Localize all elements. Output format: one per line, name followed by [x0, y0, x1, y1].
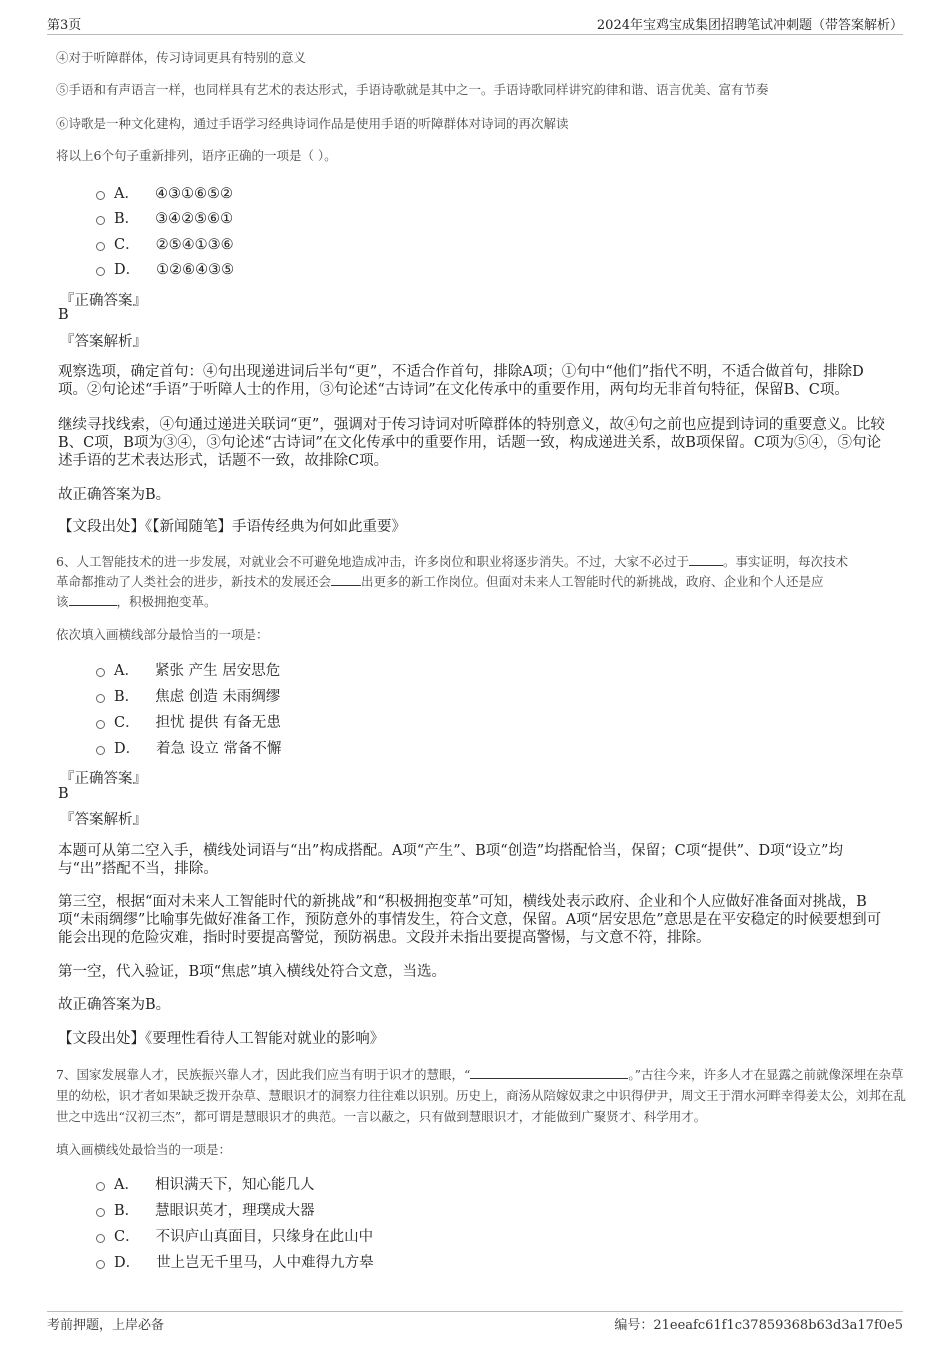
radio-icon[interactable] [96, 191, 105, 200]
page-footer [47, 1311, 903, 1332]
radio-icon[interactable] [96, 720, 105, 729]
q6-prompt: 依次填入画横线部分最恰当的一项是： [56, 627, 269, 642]
q7-option-c[interactable]: C． 不识庐山真面目，只缘身在此山中 [96, 1226, 373, 1248]
q7-option-a[interactable]: A． 相识满天下，知心能几人 [96, 1174, 314, 1196]
radio-icon[interactable] [96, 1182, 105, 1191]
q6-analysis-2: 第三空，根据“面对未来人工智能时代的新挑战”和“积极拥抱变革”可知，横线处表示政府、企业和个人应做好准备面对挑战，B项“未雨绸缪”比喻事先做好准备工作，预防意外的事情发生，符合文意，保留。A项“居安思危”意思是在平安稳定的时候要想到可能会出现的危险灾难，指时时要提高警觉，预防祸患。文段并未指出要提高警惕，与文意不符，排除。 [58, 894, 882, 946]
radio-icon[interactable] [96, 746, 105, 755]
radio-icon[interactable] [96, 694, 105, 703]
q5-analysis-label: 『答案解析』 [60, 334, 147, 350]
document-title: 2024年宝鸡宝成集团招聘笔试冲刺题（带答案解析） [596, 18, 903, 33]
q6-analysis-4: 故正确答案为B。 [58, 997, 171, 1013]
q6-analysis-3: 第一空，代入验证，B项“焦虑”填入横线处符合文意，当选。 [58, 964, 446, 980]
radio-icon[interactable] [96, 1234, 105, 1243]
q5-answer: B [58, 307, 69, 323]
q5-option-d[interactable]: D． ①②⑥④③⑤ [96, 259, 234, 281]
q7-prompt: 填入画横线处最恰当的一项是： [56, 1142, 232, 1157]
blank-line [331, 573, 361, 586]
q5-source: 【文段出处】《【新闻随笔】手语传经典为何如此重要》 [58, 519, 406, 535]
page-number: 第3页 [47, 18, 82, 33]
q5-option-c[interactable]: C． ②⑤④①③⑥ [96, 234, 234, 256]
q5-analysis-3: 故正确答案为B。 [58, 487, 171, 503]
q5-prompt: 将以上6个句子重新排列，语序正确的一项是（ ）。 [56, 148, 337, 163]
blank-line [69, 593, 117, 606]
radio-icon[interactable] [96, 668, 105, 677]
q5-sentence-6: ⑥诗歌是一种文化建构，通过手语学习经典诗词作品是使用手语的听障群体对诗词的再次解读 [56, 116, 569, 131]
q6-option-d[interactable]: D． 着急 设立 常备不懈 [96, 738, 281, 760]
q7-option-d[interactable]: D． 世上岂无千里马，人中难得九方皋 [96, 1252, 374, 1274]
q7-stem: 7、国家发展靠人才，民族振兴靠人才，因此我们应当有明于识才的慧眼，“ 。”古往今来，许多人才在显露之前就像深埋在杂草里的幼松，识才者如果缺乏拨开杂草、慧眼识才的洞察力往往难以识别。历史上，商汤从陪嫁奴隶之中识得伊尹，周文王于渭水河畔幸得姜太公，刘邦在乱世之中选出“汉初三杰”，都可谓是慧眼识才的典范。一言以蔽之，只有做到慧眼识才，才能做到广聚贤才、科学用才。 [56, 1067, 907, 1124]
q5-analysis-1: 观察选项，确定首句：④句出现递进词后半句“更”，不适合作首句，排除A项；①句中“他们”指代不明，不适合做首句，排除D项。②句论述“手语”于听障人士的作用，③句论述“古诗词”在文化传承中的重要作用，两句均无非首句特征，保留B、C项。 [58, 364, 864, 398]
q6-option-b[interactable]: B． 焦虑 创造 未雨绸缪 [96, 686, 280, 708]
blank-line [470, 1066, 628, 1079]
q6-analysis-label: 『答案解析』 [60, 812, 147, 828]
footer-document-id: 编号：21eeafc61f1c37859368b63d3a17f0e5 [614, 1318, 903, 1333]
q5-answer-label: 『正确答案』 [60, 293, 147, 309]
q7-option-b[interactable]: B． 慧眼识英才，理璞成大器 [96, 1200, 315, 1222]
q6-source: 【文段出处】《要理性看待人工智能对就业的影响》 [58, 1031, 385, 1047]
page-header [47, 12, 903, 35]
q6-answer: B [58, 786, 69, 802]
radio-icon[interactable] [96, 1208, 105, 1217]
radio-icon[interactable] [96, 267, 105, 276]
radio-icon[interactable] [96, 242, 105, 251]
footer-slogan: 考前押题，上岸必备 [47, 1318, 165, 1333]
q6-option-c[interactable]: C． 担忧 提供 有备无患 [96, 712, 281, 734]
q6-stem: 6、人工智能技术的进一步发展，对就业会不可避免地造成冲击，许多岗位和职业将逐步消失。不过，大家不必过于 。事实证明，每次技术 革命都推动了人类社会的进步，新技术的发展还会 出更多的新工作岗位。但面对未来人工智能时代的新挑战，政府、企业和个人还是应 该 ，积极拥抱变革。 [56, 554, 848, 609]
q5-sentence-4: ④对于听障群体，传习诗词更具有特别的意义 [56, 50, 307, 65]
radio-icon[interactable] [96, 1260, 105, 1269]
q5-option-b[interactable]: B． ③④②⑤⑥① [96, 208, 233, 230]
q5-sentence-5: ⑤手语和有声语言一样，也同样具有艺术的表达形式，手语诗歌就是其中之一。手语诗歌同样讲究韵律和谐、语言优美、富有节奏 [56, 82, 769, 97]
q6-answer-label: 『正确答案』 [60, 771, 147, 787]
q5-analysis-2: 继续寻找线索，④句通过递进关联词“更”，强调对于传习诗词对听障群体的特别意义，故④句之前也应提到诗词的重要意义。比较B、C项，B项为③④，③句论述“古诗词”在文化传承中的重要作用，话题一致，构成递进关系，故B项保留。C项为⑤④，⑤句论述手语的艺术表达形式，话题不一致，故排除C项。 [58, 417, 885, 469]
q6-analysis-1: 本题可从第二空入手，横线处词语与“出”构成搭配。A项“产生”、B项“创造”均搭配恰当，保留；C项“提供”、D项“设立”均与“出”搭配不当，排除。 [58, 843, 843, 877]
radio-icon[interactable] [96, 216, 105, 225]
q6-option-a[interactable]: A． 紧张 产生 居安思危 [96, 660, 280, 682]
q5-option-a[interactable]: A． ④③①⑥⑤② [96, 183, 233, 205]
blank-line [689, 553, 723, 566]
